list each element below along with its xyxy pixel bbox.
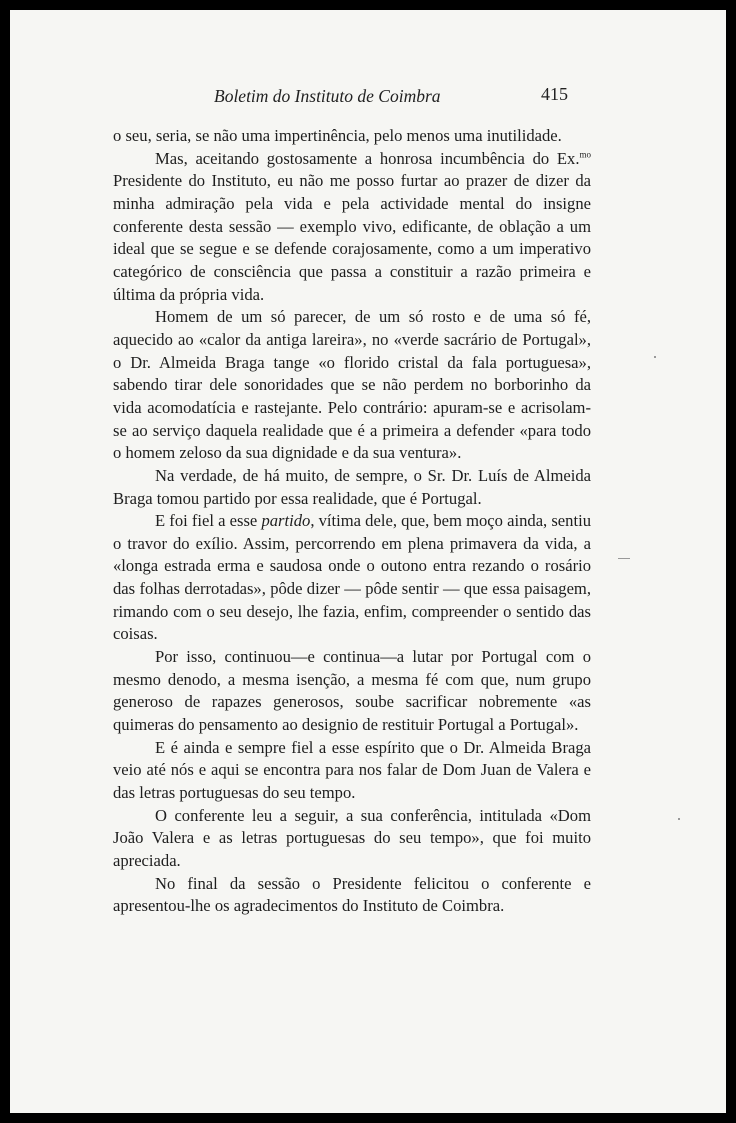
scan-speck	[618, 558, 630, 559]
paragraph: Por isso, continuou—e continua—a lutar por Portugal com o mesmo denodo, a mesma isenção, a mesma fé com que, num grupo generoso de rapazes generosos, soube sacrificar nobremente «as quimeras do pensamento ao designio de restituir Portugal a Portugal».	[113, 647, 591, 735]
document-page	[10, 10, 726, 1113]
page-header	[10, 86, 726, 114]
paragraph: No final da sessão o Presidente felicitou o conferente e apresentou-lhe os agradecimentos do Instituto de Coimbra.	[113, 873, 591, 916]
paragraph-text: Presidente do Instituto, eu não me posso furtar ao prazer de dizer da minha admiração pela vida e pela actividade mental do insigne conferente desta sessão — exemplo vivo, edificante, de oblação a um ideal que se segue e se defende corajosamente, como a um imperativo categórico de consciência que passa a constituir a razão primeira e última da própria vida.	[113, 171, 591, 304]
running-title: Boletim do Instituto de Coimbra	[214, 86, 441, 106]
paragraph: Homem de um só parecer, de um só rosto e de uma só fé, aquecido ao «calor da antiga lareira», no «verde sacrário de Portugal», o Dr. Almeida Braga tange «o florido cristal da fala portuguesa», sabendo tirar dele sonoridades que se não perdem no borborinho da vida acomodatícia e rastejante. Pelo contrário: apuram-se e acrisolam-se ao serviço daquela realidade que é a primeira a defender «para todo o homem zeloso da sua dignidade e da sua ventura».	[113, 307, 591, 463]
scan-speck	[654, 356, 656, 358]
paragraph: E é ainda e sempre fiel a esse espírito que o Dr. Almeida Braga veio até nós e aqui se encontra para nos falar de Dom Juan de Valera e das letras portuguesas do seu tempo.	[113, 737, 591, 803]
paragraph: O conferente leu a seguir, a sua conferência, intitulada «Dom João Valera e as letras portuguesas do seu tempo», que foi muito apreciada.	[113, 805, 591, 870]
paragraph: o seu, seria, se não uma impertinência, pelo menos uma inutilidade.	[113, 126, 562, 145]
paragraph: Na verdade, de há muito, de sempre, o Sr. Dr. Luís de Almeida Braga tomou partido por essa realidade, que é Portugal.	[113, 465, 591, 508]
scan-speck	[678, 818, 680, 820]
page-number: 415	[541, 84, 568, 104]
body-text	[113, 125, 591, 918]
paragraph	[113, 510, 591, 646]
emphasis: partido	[261, 511, 311, 531]
paragraph-text: , vítima dele, que, bem moço ainda, sentiu o travor do exílio. Assim, percorrendo em plena primavera da vida, a «longa estrada erma e saudosa onde o outono entra rezando o rosário das folhas derrotadas», pôde dizer — pôde sentir — que essa paisagem, rimando com o seu desejo, lhe fazia, enfim, compreender o sentido das coisas.	[113, 511, 591, 644]
superscript: mo	[579, 149, 591, 160]
paragraph-text: Mas, aceitando gostosamente a honrosa incumbência do Ex.	[155, 148, 580, 168]
paragraph-text: E foi fiel a esse	[155, 511, 262, 531]
paragraph	[113, 148, 591, 307]
